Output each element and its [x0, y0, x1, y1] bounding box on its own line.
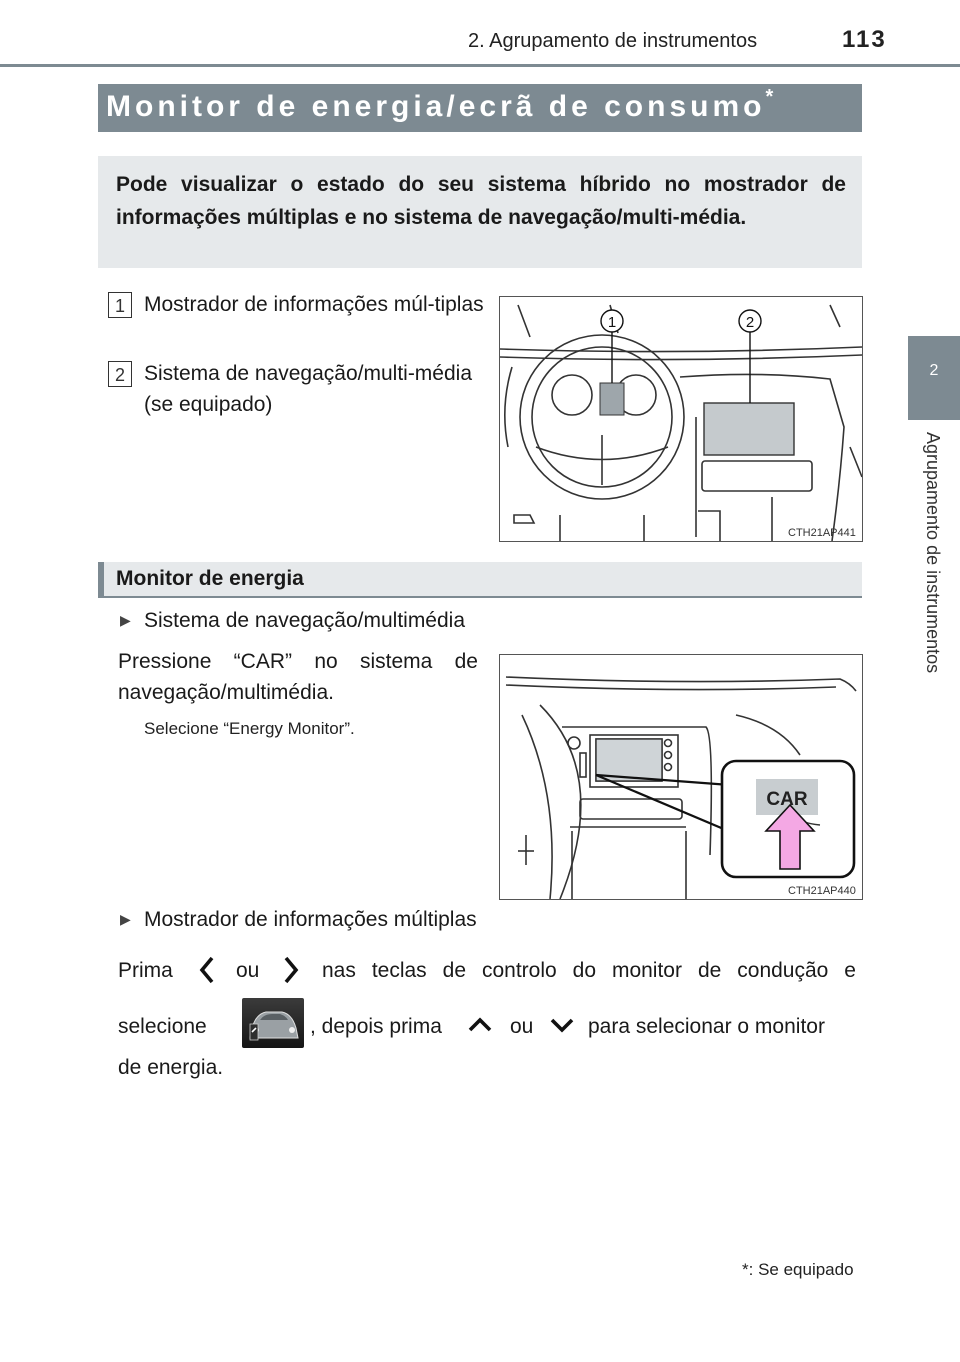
asterisk-marker: * [765, 86, 778, 108]
chapter-number: 2 [929, 362, 939, 379]
chevron-left-icon [198, 955, 218, 985]
word-ou-1: ou [236, 959, 260, 982]
chevron-right-icon [280, 955, 300, 985]
chapter-label: Agrupamento de instrumentos [923, 432, 943, 674]
item-text-1: Mostrador de informações múl-tiplas [144, 293, 484, 316]
intro-box [98, 156, 862, 268]
page-number: 113 [842, 26, 887, 53]
chapter-label-wrap [908, 432, 960, 712]
section-title-text: Monitor de energia/ecrã de consumo [106, 90, 766, 123]
bullet-triangle-icon: ▶ [120, 612, 131, 628]
item-text-2: Sistema de navegação/multi-média (se equipado) [144, 362, 473, 416]
section-title-bar [98, 84, 862, 132]
word-selecione: selecione [118, 1015, 207, 1038]
nav-step-text: Pressione “CAR” no sistema de navegação/multimédia. [118, 650, 478, 704]
word-rest-1: nas teclas de controlo do monitor de condução e [322, 959, 856, 982]
callout-2: 2 [745, 314, 755, 331]
chevron-up-icon [466, 1014, 494, 1036]
figure-code: CTH21AP440 [788, 885, 856, 897]
footnote [742, 1260, 854, 1280]
nav-substep-text: Selecione “Energy Monitor”. [144, 719, 355, 738]
intro-text: Pode visualizar o estado do seu sistema híbrido no mostrador de informações múltiplas e no sistema de navegação/multi-média. [116, 173, 846, 229]
car-thumbnail-icon [242, 998, 304, 1048]
header-rule [0, 64, 960, 67]
dashboard-figure [499, 296, 863, 542]
figure-code: CTH21AP441 [788, 527, 856, 539]
chevron-down-icon [548, 1014, 576, 1036]
callout-1: 1 [607, 314, 617, 331]
car-front-icon [242, 998, 304, 1048]
item-number-1: 1 [108, 292, 132, 318]
word-end: de energia. [118, 1056, 224, 1079]
dashboard-illustration [500, 297, 862, 541]
word-prima: Prima [118, 959, 173, 982]
car-button-label: CAR [766, 789, 808, 810]
nav-bullet-text: Sistema de navegação/multimédia [144, 609, 466, 632]
footnote-asterisk: * [742, 1260, 749, 1279]
word-depois: , depois prima [310, 1015, 442, 1038]
running-header: 2. Agrupamento de instrumentos [468, 30, 758, 52]
subsection-accent [98, 562, 104, 598]
car-button-figure [499, 654, 863, 900]
footnote-text: : Se equipado [748, 1260, 854, 1279]
car-button-illustration [500, 655, 862, 899]
section-title [106, 86, 778, 124]
word-rest-2: para selecionar o monitor [588, 1015, 825, 1038]
subsection-heading: Monitor de energia [116, 567, 304, 590]
bullet-triangle-icon: ▶ [120, 911, 131, 927]
word-ou-2: ou [510, 1015, 534, 1038]
mid-bullet-text: Mostrador de informações múltiplas [144, 908, 477, 931]
item-number-2: 2 [108, 361, 132, 387]
